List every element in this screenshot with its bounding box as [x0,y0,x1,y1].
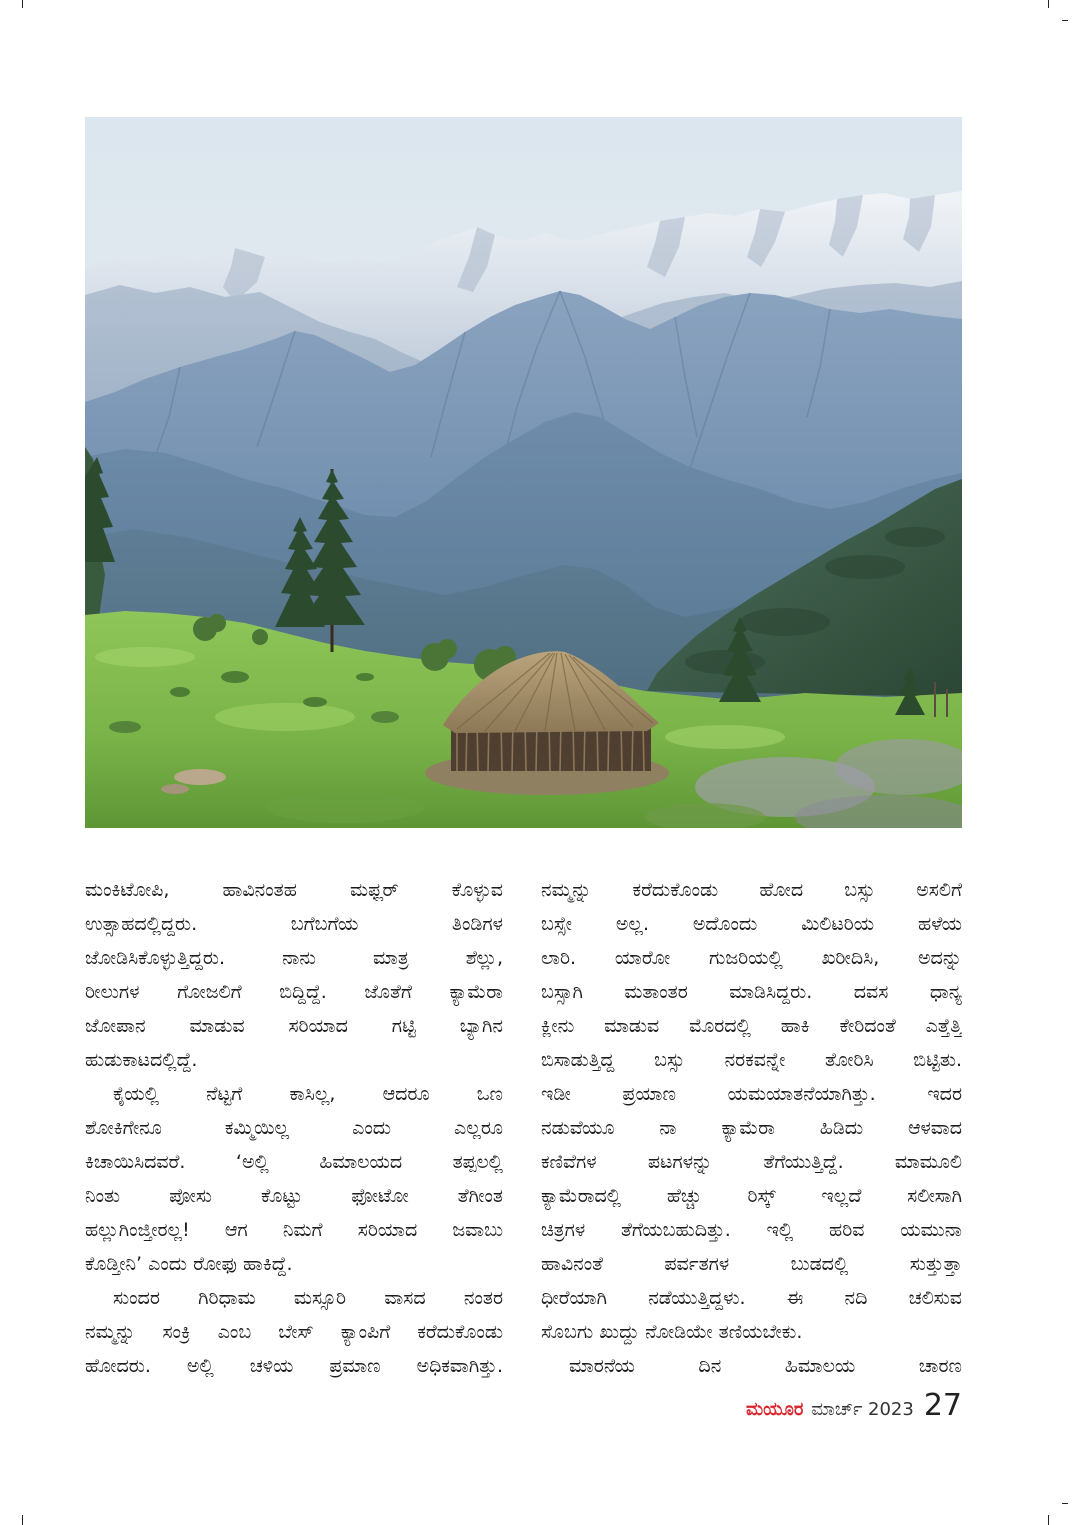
text-line: ಕ್ಯಾಮೆರಾದಲ್ಲಿ ಹೆಚ್ಚು ರಿಸ್ಕ್ ಇಲ್ಲದೆ ಸಲೀಸಾಗಿ [541,1185,962,1207]
crop-mark [1048,0,1049,8]
crop-mark [1062,1503,1068,1504]
text-line: ಕ್ಲೀನು ಮಾಡುವ ಮೊರದಲ್ಲಿ ಹಾಕಿ ಕೇರಿದಂತೆ ಎತ್ತೆತ್ತಿ [541,1015,962,1037]
bush [371,711,399,723]
broadleaf-tree [252,629,268,645]
text-line: ಚಿತ್ರಗಳ ತೆಗೆಯಬಹುದಿತ್ತು. ಇಲ್ಲಿ ಹರಿವ ಯಮುನಾ [541,1219,962,1241]
text-line: ಹಲ್ಲುಗಿಂಜ್ತೀರಲ್ಲ! ಆಗ ನಿಮಗೆ ಸರಿಯಾದ ಜವಾಬು [85,1219,503,1241]
page-number: 27 [923,1388,962,1423]
page-footer [746,1388,962,1430]
text-line: ಸೊಬಗು ಖುದ್ದು ನೋಡಿಯೇ ತಣಿಯಬೇಕು. [541,1321,803,1343]
grass-patch [665,725,785,749]
text-line: ಬಸ್ಸಾಗಿ ಮತಾಂತರ ಮಾಡಿಸಿದ್ದರು. ದವಸ ಧಾನ್ಯ [541,981,962,1003]
bush [109,721,141,733]
text-line: ನಡುವೆಯೂ ನಾ ಕ್ಯಾಮೆರಾ ಹಿಡಿದು ಆಳವಾದ [541,1117,962,1139]
text-line: ಜೋಪಾನ ಮಾಡುವ ಸರಿಯಾದ ಗಟ್ಟಿ ಬ್ಯಾಗಿನ [85,1015,503,1037]
shrub [265,791,425,823]
text-line: ಮಂಕಿಟೋಪಿ, ಹಾವಿನಂತಹ ಮಫ್ಲರ್ ಕೊಳ್ಳುವ [85,879,503,901]
text-line: ಬಿಸಾಡುತ್ತಿದ್ದ ಬಸ್ಸು ನರಕವನ್ನೇ ತೋರಿಸಿ ಬಿಟ್ಟಿತು. [541,1049,962,1071]
text-line: ನಿಂತು ಪೋಸು ಕೊಟ್ಟು ಫೋಟೋ ತೆಗೀಂತ [85,1185,503,1207]
text-line: ಶೋಕಿಗೇನೂ ಕಮ್ಮಿಯಿಲ್ಲ ಎಂದು ಎಲ್ಲರೂ [85,1117,503,1139]
bush [221,671,249,683]
text-line: ಸುಂದರ ಗಿರಿಧಾಮ ಮಸ್ಸೂರಿ ವಾಸದ ನಂತರ [113,1287,503,1309]
text-line: ಕೈಯಲ್ಲಿ ನೆಟ್ಟಗೆ ಕಾಸಿಲ್ಲ, ಆದರೂ ಒಣ [113,1083,503,1105]
text-line: ರೀಲುಗಳ ಗೋಜಲಿಗೆ ಬಿದ್ದಿದ್ದೆ. ಜೊತೆಗೆ ಕ್ಯಾಮೆರಾ [85,981,503,1003]
text-line: ಹುಡುಕಾಟದಲ್ಲಿದ್ದೆ. [85,1049,198,1071]
bush [356,673,374,681]
text-line: ಬಸ್ಸೇ ಅಲ್ಲ. ಅದೊಂದು ಮಿಲಿಟರಿಯ ಹಳೆಯ [541,913,962,935]
crop-mark [1062,20,1068,21]
bush [303,697,327,707]
crop-mark [22,1515,23,1525]
forest-patch [885,527,945,547]
rock-patch [174,769,226,785]
grass-patch [95,647,195,667]
text-line: ಉತ್ಸಾಹದಲ್ಲಿದ್ದರು. ಬಗೆಬಗೆಯ ತಿಂಡಿಗಳ [85,913,503,935]
issue-date: ಮಾರ್ಚ್ 2023 [811,1399,914,1420]
text-line: ನಮ್ಮನ್ನು ಕರೆದುಕೊಂಡು ಹೋದ ಬಸ್ಸು ಅಸಲಿಗೆ [541,879,962,901]
text-line: ಕಿಚಾಯಿಸಿದವರೆ. ‘ಅಲ್ಲಿ ಹಿಮಾಲಯದ ತಪ್ಪಲಲ್ಲಿ [85,1151,503,1173]
forest-patch [740,608,830,636]
text-line: ಲಾರಿ. ಯಾರೋ ಗುಜರಿಯಲ್ಲಿ ಖರೀದಿಸಿ, ಅದನ್ನು [541,947,962,969]
text-line: ಇಡೀ ಪ್ರಯಾಣ ಯಮಯಾತನೆಯಾಗಿತ್ತು. ಇದರ [541,1083,962,1105]
forest-patch [825,555,905,579]
broadleaf-tree [208,614,226,632]
rock-patch [161,784,189,794]
text-line: ಮಾರನೆಯ ದಿನ ಹಿಮಾಲಯ ಚಾರಣ [569,1355,962,1377]
text-line: ಧೀರೆಯಾಗಿ ನಡೆಯುತ್ತಿದ್ದಳು. ಈ ನದಿ ಚಲಿಸುವ [541,1287,962,1309]
magazine-logo: ಮಯೂರ [745,1399,804,1420]
text-line: ಜೋಡಿಸಿಕೊಳ್ಳುತ್ತಿದ್ದರು. ನಾನು ಮಾತ್ರ ಶೆಲ್ಲು, [85,947,503,969]
text-line: ಕಣಿವೆಗಳ ಪಟಗಳನ್ನು ತೆಗೆಯುತ್ತಿದ್ದೆ. ಮಾಮೂಲಿ [541,1151,962,1173]
article-photo [85,117,962,828]
grass-patch [215,703,355,731]
text-line: ನಮ್ಮನ್ನು ಸಂಕ್ರಿ ಎಂಬ ಬೇಸ್ ಕ್ಯಾಂಪಿಗೆ ಕರೆದುಕೊಂಡು [85,1321,503,1343]
crop-mark [1048,1515,1049,1525]
crop-mark [22,0,23,8]
broadleaf-tree [437,639,457,659]
text-line: ಕೊಡ್ತೀನಿ’ ಎಂದು ರೋಫು ಹಾಕಿದ್ದೆ. [85,1253,293,1275]
text-line: ಹೋದರು. ಅಲ್ಲಿ ಚಳಿಯ ಪ್ರಮಾಣ ಅಧಿಕವಾಗಿತ್ತು. [85,1355,503,1377]
bush [170,687,190,697]
text-line: ಹಾವಿನಂತೆ ಪರ್ವತಗಳ ಬುಡದಲ್ಲಿ ಸುತ್ತುತ್ತಾ [541,1253,962,1275]
